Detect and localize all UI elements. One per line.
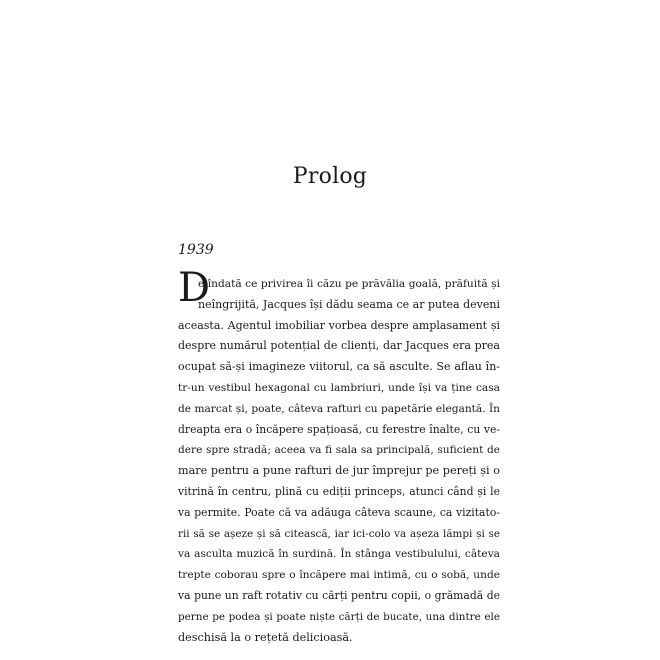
text-line: aceasta. Agentul imobiliar vorbea despre amplasament și — [178, 318, 500, 332]
text-line: despre numărul potențial de clienți, dar Jacques era prea — [178, 339, 500, 353]
text-line: dreapta era o încăpere spațioasă, cu ferestre înalte, cu ve- — [178, 422, 500, 436]
body-paragraph — [178, 274, 500, 648]
text-line: vitrină în centru, plină cu ediții princeps, atunci când și le — [178, 484, 500, 498]
text-line: dere spre stradă; aceea va fi sala sa principală, suficient de — [178, 444, 500, 457]
text-line: ocupat să-și imagineze viitorul, ca să asculte. Se aflau în- — [178, 360, 500, 374]
text-line: e îndată ce privirea îi căzu pe prăvălia goală, prăfuită și — [198, 278, 500, 290]
text-line: trepte coborau spre o încăpere mai intimă, cu o sobă, unde — [178, 569, 500, 582]
text-line: rii să se așeze și să citească, iar ici-colo va așeza lămpi și se — [178, 527, 500, 540]
text-line: neîngrijită, Jacques își dădu seama ce ar putea deveni — [198, 297, 500, 311]
text-line: perne pe podea și poate niște cărți de bucate, una dintre ele — [178, 610, 500, 623]
text-line: mare pentru a pune rafturi de jur împrejur pe pereți și o — [178, 464, 500, 478]
text-line: va pune un raft rotativ cu cărți pentru copii, o grămadă de — [178, 588, 500, 602]
text-line: va asculta muzică în surdină. În stânga vestibulului, câteva — [178, 548, 500, 561]
chapter-year: 1939 — [178, 242, 214, 258]
text-line: deschisă la o rețetă delicioasă. — [178, 630, 353, 644]
text-line: tr-un vestibul hexagonal cu lambriuri, unde își va ține casa — [178, 381, 500, 394]
text-line: va permite. Poate că va adăuga câteva scaune, ca vizitato- — [178, 505, 500, 519]
chapter-title: Prolog — [292, 164, 368, 189]
text-line: de marcat și, poate, câteva rafturi cu papetărie elegantă. În — [178, 402, 500, 415]
drop-cap: D — [178, 265, 211, 311]
